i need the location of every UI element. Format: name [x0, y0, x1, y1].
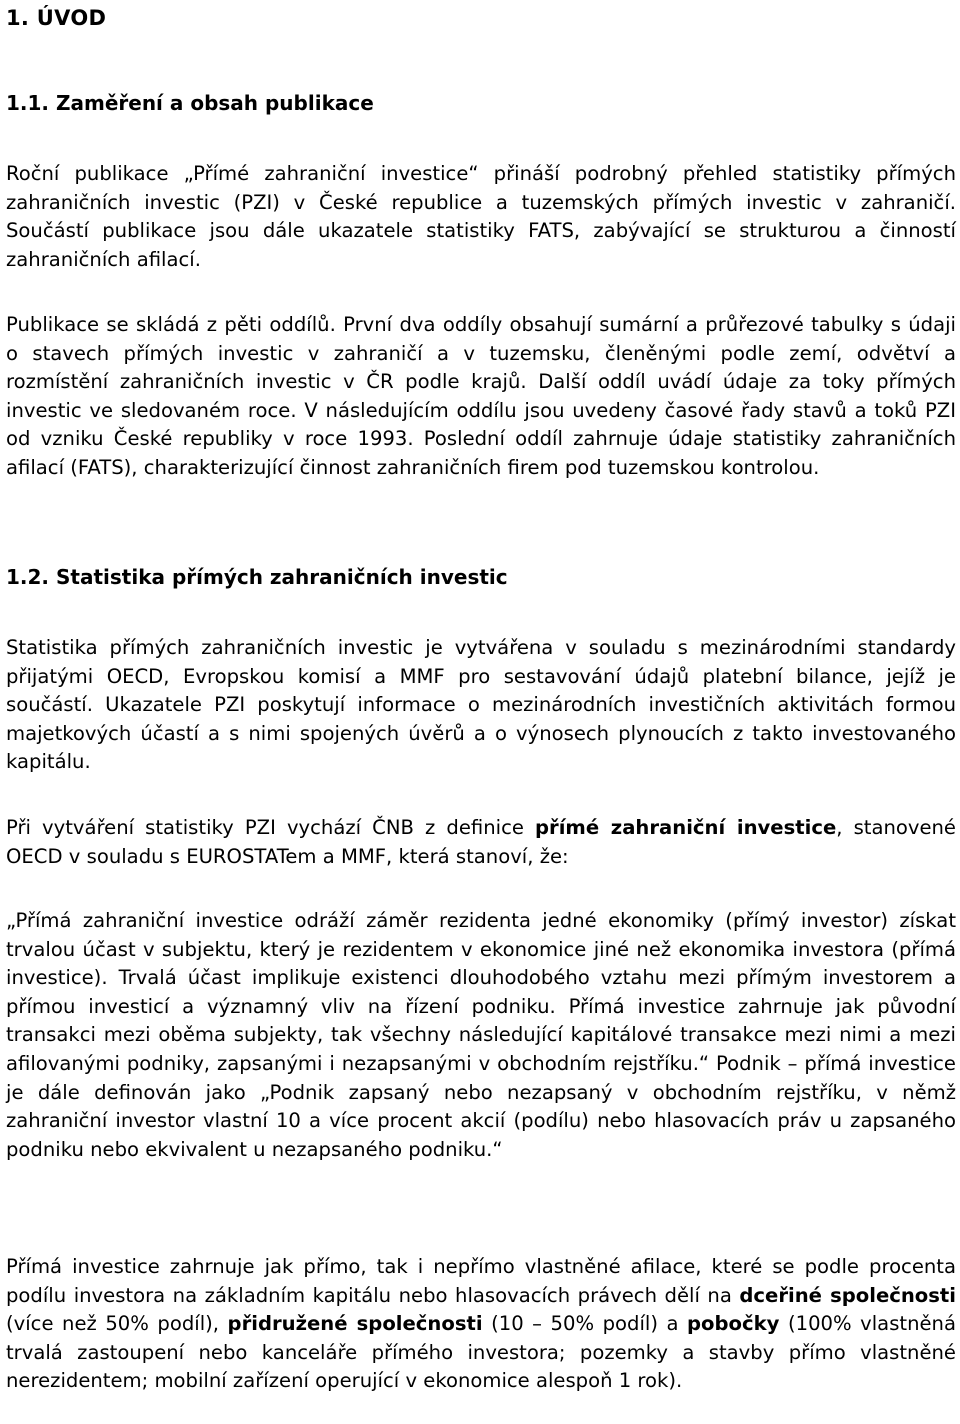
chapter-heading: 1. ÚVOD	[6, 6, 107, 30]
paragraph-statistics: Statistika přímých zahraničních investic je vytvářena v souladu s mezinárodními standardy přijatými OECD, Evropskou komisí a MMF pro sestavování údajů platební bilance, jejíž je součástí. Ukazatele PZI poskytují informace o mezinárodních investičních aktivitách formou majetkových účastí a s nimi spojených úvěrů a o výnosech plynoucích z takto investovaného kapitálu.	[6, 636, 956, 774]
term-associates: přidružené společnosti	[227, 1312, 483, 1336]
section-heading-1-2: 1.2. Statistika přímých zahraničních investic	[6, 565, 508, 589]
term-branches: pobočky	[687, 1312, 780, 1336]
affiliates-text-a: Přímá investice zahrnuje jak přímo, tak i nepřímo vlastněné afilace, které se podle procenta podílu investora na základním kapitálu nebo hlasovacích právech dělí na	[6, 1255, 956, 1307]
affiliates-text-d: (10 – 50% podíl) a	[482, 1312, 688, 1336]
paragraph-definition-quote: „Přímá zahraniční investice odráží záměr rezidenta jedné ekonomiky (přímý investor) získat trvalou účast v subjektu, který je rezidentem v ekonomice jiné než ekonomika investora (přímá investice). Trvalá účast implikuje existenci dlouhodobého vztahu mezi přímým investorem a přímou investicí a významný vliv na řízení podniku. Přímá investice zahrnuje jak původní transakci mezi oběma subjekty, tak všechny následující kapitálové transakce mezi nimi a mezi afilovanými podniky, zapsanými i nezapsanými v obchodním rejstříku.“ Podnik – přímá investice je dále definován jako „Podnik zapsaný nebo nezapsaný v obchodním rejstříku, v němž zahraniční investor vlastní 10 a více procent akcií (podílu) nebo hlasovacích práv u zapsaného podniku nebo ekvivalent u nezapsaného podniku.“	[6, 909, 956, 1161]
definition-term: přímé zahraniční investice	[535, 816, 837, 839]
definition-intro-text: Při vytváření statistiky PZI vychází ČNB z definice	[6, 816, 535, 839]
definition-intro-rest: , stanovené OECD v souladu s EUROSTATem a MMF, která stanoví, že:	[6, 816, 956, 868]
section-heading-1-1: 1.1. Zaměření a obsah publikace	[6, 91, 374, 115]
affiliates-text-e: (100% vlastněná trvalá zastoupení nebo kanceláře přímého investora; pozemky a stavby přímo vlastněné nerezidentem; mobilní zařízení operující v ekonomice alespoň 1 rok).	[6, 1312, 956, 1393]
paragraph-intro: Roční publikace „Přímé zahraniční investice“ přináší podrobný přehled statistiky přímých zahraničních investic (PZI) v České republice a tuzemských přímých investic v zahraničí. Součástí publikace jsou dále ukazatele statistiky FATS, zabývající se strukturou a činností zahraničních afilací.	[6, 162, 956, 271]
paragraph-structure: Publikace se skládá z pěti oddílů. První dva oddíly obsahují sumární a průřezové tabulky s údaji o stavech přímých investic v zahraničí a v tuzemsku, členěnými podle zemí, odvětví a rozmístění zahraničních investic v ČR podle krajů. Další oddíl uvádí údaje za toky přímých investic ve sledovaném roce. V následujícím oddílu jsou uvedeny časové řady stavů a toků PZI od vzniku České republiky v roce 1993. Poslední oddíl zahrnuje údaje statistiky zahraničních afilací (FATS), charakterizující činnost zahraničních firem pod tuzemskou kontrolou.	[6, 313, 956, 479]
term-subsidiaries: dceřiné společnosti	[739, 1283, 957, 1307]
paragraph-definition-intro	[6, 814, 956, 871]
paragraph-affiliates	[6, 1253, 956, 1396]
affiliates-text-c: (více než 50% podíl),	[6, 1312, 228, 1336]
